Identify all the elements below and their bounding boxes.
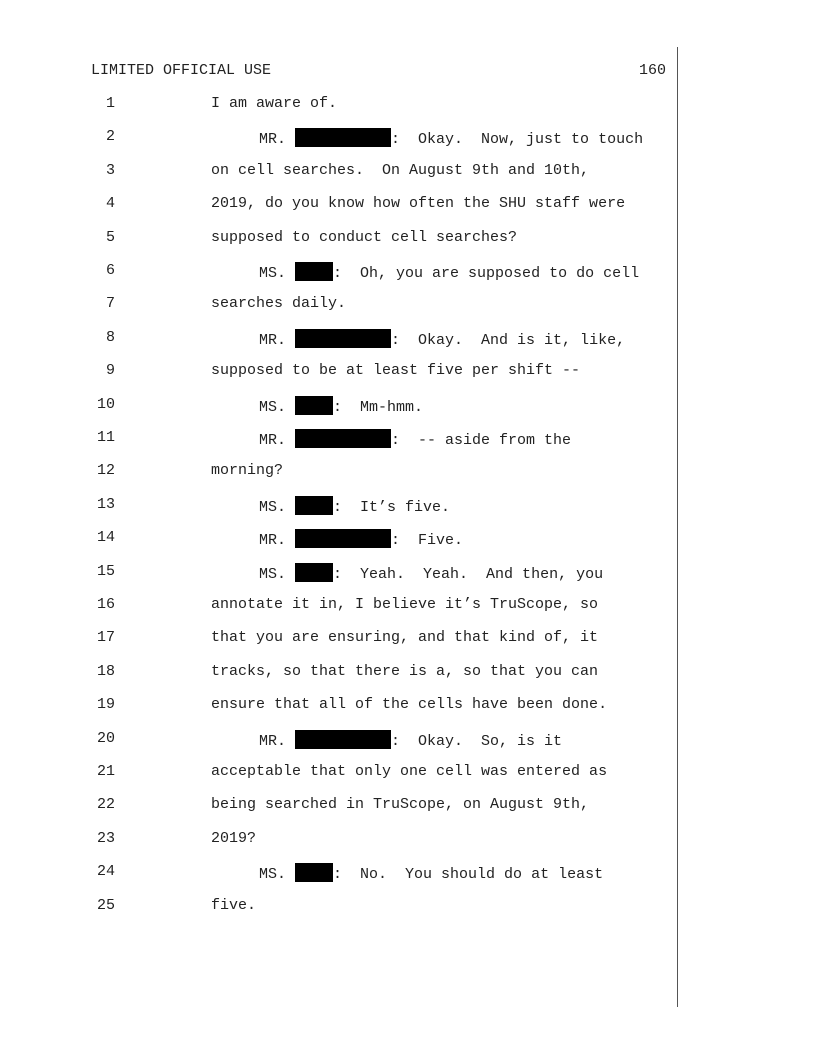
redaction-box: [295, 429, 391, 448]
speech-text: : Okay. And is it, like,: [391, 332, 626, 349]
speaker-honorific: MR.: [259, 432, 287, 449]
line-number: 10: [96, 396, 115, 413]
speaker-honorific: MS.: [259, 566, 287, 583]
line-number: 8: [105, 329, 115, 346]
line-number: 1: [105, 95, 115, 112]
line-number: 11: [96, 429, 115, 446]
line-text: tracks, so that there is a, so that you can: [211, 663, 599, 680]
line-number: 24: [96, 863, 115, 880]
line-text: I am aware of.: [211, 95, 338, 112]
classification-marking: LIMITED OFFICIAL USE: [91, 62, 272, 79]
line-text: that you are ensuring, and that kind of, it: [211, 629, 599, 646]
speaker-honorific: MR.: [259, 733, 287, 750]
speech-text: : It’s five.: [333, 499, 451, 516]
line-number: 19: [96, 696, 115, 713]
speaker-turn: [259, 496, 450, 516]
redaction-box: [295, 730, 391, 749]
line-number: 2: [105, 128, 115, 145]
speech-text: : No. You should do at least: [333, 866, 604, 883]
line-number: 6: [105, 262, 115, 279]
speaker-honorific: MS.: [259, 499, 287, 516]
speaker-turn: [259, 262, 639, 282]
speaker-honorific: MR.: [259, 131, 287, 148]
line-number: 18: [96, 663, 115, 680]
speaker-turn: [259, 329, 625, 349]
line-number: 22: [96, 796, 115, 813]
line-text: annotate it in, I believe it’s TruScope, so: [211, 596, 599, 613]
line-number: 3: [105, 162, 115, 179]
right-margin-rule: [677, 47, 678, 1007]
speech-text: : Mm-hmm.: [333, 399, 424, 416]
speaker-honorific: MR.: [259, 332, 287, 349]
redaction-box: [295, 863, 333, 882]
speaker-honorific: MS.: [259, 265, 287, 282]
line-text: morning?: [211, 462, 284, 479]
redaction-box: [295, 128, 391, 147]
speech-text: : Okay. Now, just to touch: [391, 131, 644, 148]
line-number: 16: [96, 596, 115, 613]
line-number: 15: [96, 563, 115, 580]
redaction-box: [295, 563, 333, 582]
speech-text: : Yeah. Yeah. And then, you: [333, 566, 604, 583]
line-text: ensure that all of the cells have been done.: [211, 696, 608, 713]
line-number: 21: [96, 763, 115, 780]
speaker-honorific: MS.: [259, 399, 287, 416]
line-text: five.: [211, 897, 257, 914]
line-number: 5: [105, 229, 115, 246]
speaker-turn: [259, 396, 423, 416]
line-text: on cell searches. On August 9th and 10th,: [211, 162, 590, 179]
redaction-box: [295, 529, 391, 548]
speech-text: : -- aside from the: [391, 432, 572, 449]
redaction-box: [295, 262, 333, 281]
page-number: 160: [638, 62, 666, 79]
line-text: being searched in TruScope, on August 9th,: [211, 796, 590, 813]
line-number: 23: [96, 830, 115, 847]
line-number: 20: [96, 730, 115, 747]
line-text: searches daily.: [211, 295, 347, 312]
redaction-box: [295, 329, 391, 348]
speech-text: : Okay. So, is it: [391, 733, 563, 750]
line-text: 2019, do you know how often the SHU staff were: [211, 195, 626, 212]
line-number: 14: [96, 529, 115, 546]
speaker-turn: [259, 429, 571, 449]
line-text: 2019?: [211, 830, 257, 847]
line-number: 13: [96, 496, 115, 513]
speech-text: : Oh, you are supposed to do cell: [333, 265, 640, 282]
line-text: supposed to be at least five per shift --: [211, 362, 581, 379]
speaker-turn: [259, 563, 603, 583]
line-number: 4: [105, 195, 115, 212]
line-number: 9: [105, 362, 115, 379]
speaker-turn: [259, 730, 562, 750]
line-text: acceptable that only one cell was entered as: [211, 763, 608, 780]
speaker-turn: [259, 529, 463, 549]
line-number: 25: [96, 897, 115, 914]
redaction-box: [295, 396, 333, 415]
speech-text: : Five.: [391, 532, 464, 549]
speaker-honorific: MR.: [259, 532, 287, 549]
speaker-turn: [259, 863, 603, 883]
speaker-honorific: MS.: [259, 866, 287, 883]
line-number: 12: [96, 462, 115, 479]
line-number: 7: [105, 295, 115, 312]
line-number: 17: [96, 629, 115, 646]
speaker-turn: [259, 128, 643, 148]
line-text: supposed to conduct cell searches?: [211, 229, 518, 246]
redaction-box: [295, 496, 333, 515]
